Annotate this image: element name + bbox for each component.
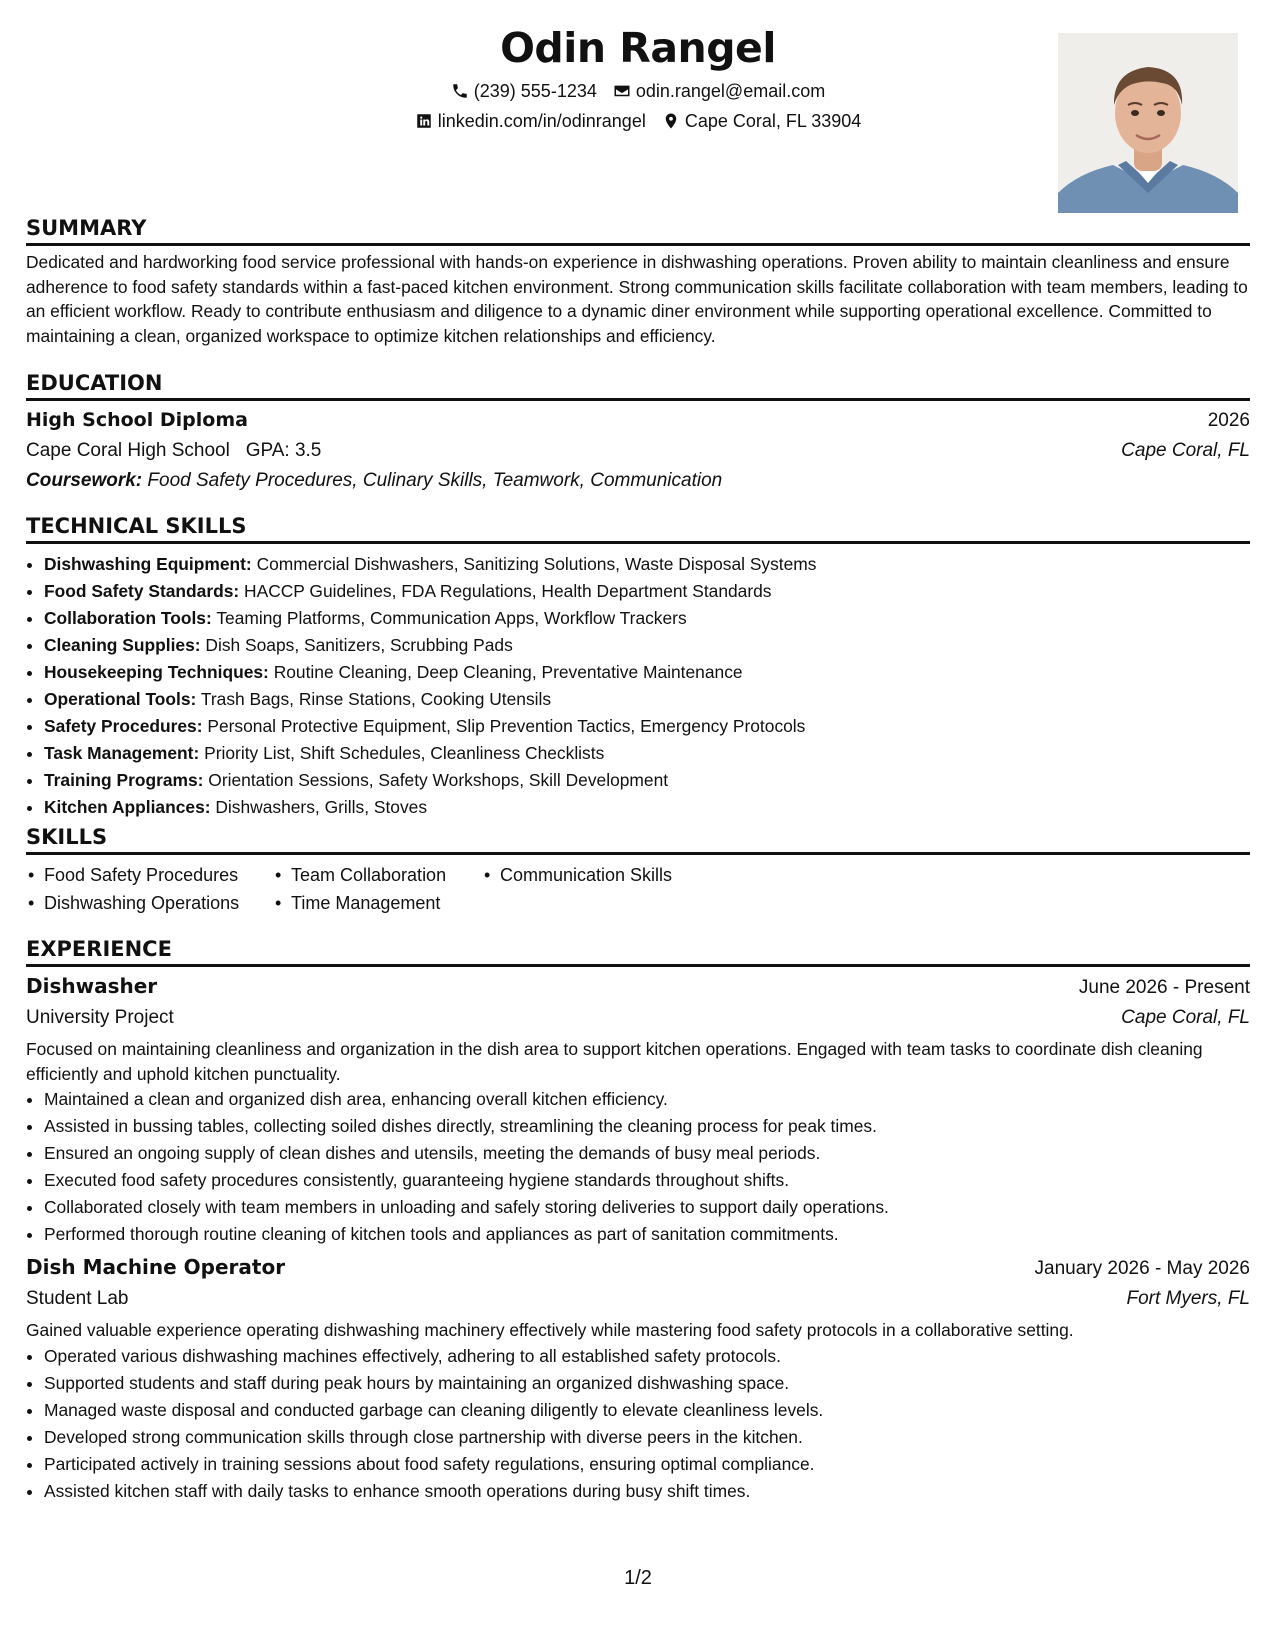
job-bullets <box>26 1086 1250 1248</box>
job-bullet: • Executed food safety procedures consistently, guaranteeing hygiene standards throughout shifts. <box>44 1167 1250 1194</box>
linkedin-text: linkedin.com/in/odinrangel <box>437 111 646 131</box>
job-bullet: • Ensured an ongoing supply of clean dishes and utensils, meeting the demands of busy meal periods. <box>44 1140 1250 1167</box>
envelope-icon <box>613 82 631 100</box>
technical-skills-list <box>26 551 1250 821</box>
contact-email[interactable] <box>613 76 825 106</box>
page-number: 1/2 <box>624 1567 652 1589</box>
job-row-2 <box>26 1003 1250 1033</box>
job-org: Student Lab <box>26 1288 129 1309</box>
tech-skill-value: Dishwashers, Grills, Stoves <box>215 797 428 817</box>
summary-heading: SUMMARY <box>26 214 1250 246</box>
skill-item: • Dishwashing Operations <box>26 889 273 917</box>
technical-skills-section <box>26 512 1250 821</box>
tech-skill-item <box>44 659 1250 686</box>
tech-skill-item <box>44 605 1250 632</box>
degree: High School Diploma <box>26 409 248 431</box>
tech-skill-value: HACCP Guidelines, FDA Regulations, Health Department Standards <box>244 581 772 601</box>
job-bullet: • Operated various dishwashing machines effectively, adhering to all established safety protocols. <box>44 1343 1250 1370</box>
tech-skill-item <box>44 632 1250 659</box>
skill-item: • Communication Skills <box>482 861 742 889</box>
experience-heading: EXPERIENCE <box>26 935 1250 967</box>
education-row-1 <box>26 405 1250 436</box>
tech-skill-value: Priority List, Shift Schedules, Cleanliness Checklists <box>204 743 605 763</box>
tech-skill-value: Routine Cleaning, Deep Cleaning, Preventative Maintenance <box>273 662 743 682</box>
skill-item: • Team Collaboration <box>273 861 482 889</box>
resume-page <box>26 0 1250 1650</box>
job-bullet: • Participated actively in training sessions about food safety regulations, ensuring optimal compliance. <box>44 1451 1250 1478</box>
tech-skill-label: Cleaning Supplies: <box>44 635 201 655</box>
job-org: University Project <box>26 1007 174 1028</box>
gpa: GPA: 3.5 <box>245 440 322 461</box>
job-entry <box>26 971 1250 1248</box>
tech-skill-label: Training Programs: <box>44 770 204 790</box>
skill-item: • Time Management <box>273 889 482 917</box>
education-row-2 <box>26 436 1250 466</box>
job-bullet: • Performed thorough routine cleaning of kitchen tools and appliances as part of sanitation commitments. <box>44 1221 1250 1248</box>
coursework-text: Food Safety Procedures, Culinary Skills, Teamwork, Communication <box>147 470 723 491</box>
technical-skills-heading: TECHNICAL SKILLS <box>26 512 1250 544</box>
phone-text: (239) 555-1234 <box>473 81 597 101</box>
skills-section <box>26 823 1250 917</box>
job-title: Dishwasher <box>26 974 158 998</box>
tech-skill-item <box>44 551 1250 578</box>
tech-skill-value: Teaming Platforms, Communication Apps, Workflow Trackers <box>216 608 687 628</box>
job-bullets <box>26 1343 1250 1505</box>
tech-skill-item <box>44 794 1250 821</box>
job-dates: January 2026 - May 2026 <box>1034 1258 1250 1279</box>
school-name: Cape Coral High School <box>26 440 230 461</box>
school-gpa <box>26 436 321 466</box>
coursework <box>26 466 1250 496</box>
coursework-label: Coursework: <box>26 470 143 491</box>
summary-text: Dedicated and hardworking food service professional with hands-on experience in dishwashing operations. Proven ability to maintain cleanliness and ensure adherence to food safety standards within a fast-paced kitchen environment. Strong communication skills facilitate collaboration with team members, leading to an efficient workflow. Ready to contribute enthusiasm and diligence to a dynamic diner environment while supporting operational excellence. Committed to maintaining a clean, organized workspace to optimize kitchen relationships and efficiency. <box>26 252 1248 346</box>
education-section <box>26 369 1250 496</box>
tech-skill-label: Housekeeping Techniques: <box>44 662 269 682</box>
tech-skill-label: Task Management: <box>44 743 200 763</box>
tech-skill-item <box>44 713 1250 740</box>
tech-skill-value: Personal Protective Equipment, Slip Prevention Tactics, Emergency Protocols <box>207 716 806 736</box>
tech-skill-label: Safety Procedures: <box>44 716 203 736</box>
skills-grid <box>26 861 1250 917</box>
contact-linkedin[interactable] <box>415 106 646 136</box>
education-heading: EDUCATION <box>26 369 1250 401</box>
tech-skill-item <box>44 767 1250 794</box>
graduation-year: 2026 <box>1207 410 1250 431</box>
job-bullet: • Assisted in bussing tables, collecting soiled dishes directly, streamlining the cleaning process for peak times. <box>44 1113 1250 1140</box>
email-text: odin.rangel@email.com <box>635 81 826 101</box>
job-bullet: • Maintained a clean and organized dish area, enhancing overall kitchen efficiency. <box>44 1086 1250 1113</box>
contact-phone[interactable] <box>451 76 597 106</box>
job-row-1 <box>26 971 1250 1003</box>
job-summary: Focused on maintaining cleanliness and organization in the dish area to support kitchen operations. Engaged with team tasks to coordinate dish cleaning efficiently and uphold kitchen punctuality. <box>26 1039 1203 1084</box>
tech-skill-value: Trash Bags, Rinse Stations, Cooking Utensils <box>200 689 552 709</box>
job-location: Cape Coral, FL <box>1121 1007 1250 1028</box>
job-bullet: • Managed waste disposal and conducted garbage can cleaning diligently to elevate cleanliness levels. <box>44 1397 1250 1424</box>
tech-skill-value: Orientation Sessions, Safety Workshops, Skill Development <box>208 770 669 790</box>
job-bullet: • Supported students and staff during peak hours by maintaining an organized dishwashing space. <box>44 1370 1250 1397</box>
job-location: Fort Myers, FL <box>1126 1288 1250 1309</box>
job-bullet: • Collaborated closely with team members in unloading and safely storing deliveries to support daily operations. <box>44 1194 1250 1221</box>
tech-skill-value: Commercial Dishwashers, Sanitizing Solutions, Waste Disposal Systems <box>256 554 817 574</box>
job-row-1 <box>26 1252 1250 1284</box>
job-row-2 <box>26 1284 1250 1314</box>
job-entry <box>26 1252 1250 1505</box>
tech-skill-label: Operational Tools: <box>44 689 197 709</box>
avatar-illustration <box>1058 33 1238 213</box>
job-summary: Gained valuable experience operating dishwashing machinery effectively while mastering food safety protocols in a collaborative setting. <box>26 1320 1074 1340</box>
skill-item: • Food Safety Procedures <box>26 861 273 889</box>
job-bullet: • Assisted kitchen staff with daily tasks to enhance smooth operations during busy shift times. <box>44 1478 1250 1505</box>
job-title: Dish Machine Operator <box>26 1255 286 1279</box>
map-pin-icon <box>662 112 680 130</box>
job-bullet: • Developed strong communication skills through close partnership with diverse peers in the kitchen. <box>44 1424 1250 1451</box>
contact-location <box>662 106 861 136</box>
summary-section <box>26 214 1250 348</box>
school-location: Cape Coral, FL <box>1121 440 1250 461</box>
job-dates: June 2026 - Present <box>1078 977 1250 998</box>
experience-section <box>26 935 1250 1505</box>
candidate-name: Odin Rangel <box>500 24 776 72</box>
tech-skill-label: Dishwashing Equipment: <box>44 554 252 574</box>
profile-photo <box>1058 33 1238 213</box>
linkedin-icon <box>415 112 433 130</box>
tech-skill-label: Collaboration Tools: <box>44 608 212 628</box>
tech-skill-item <box>44 578 1250 605</box>
tech-skill-label: Food Safety Standards: <box>44 581 240 601</box>
tech-skill-item <box>44 740 1250 767</box>
tech-skill-item <box>44 686 1250 713</box>
tech-skill-label: Kitchen Appliances: <box>44 797 211 817</box>
tech-skill-value: Dish Soaps, Sanitizers, Scrubbing Pads <box>205 635 513 655</box>
skills-heading: SKILLS <box>26 823 1250 855</box>
phone-icon <box>451 82 469 100</box>
location-text: Cape Coral, FL 33904 <box>684 111 862 131</box>
